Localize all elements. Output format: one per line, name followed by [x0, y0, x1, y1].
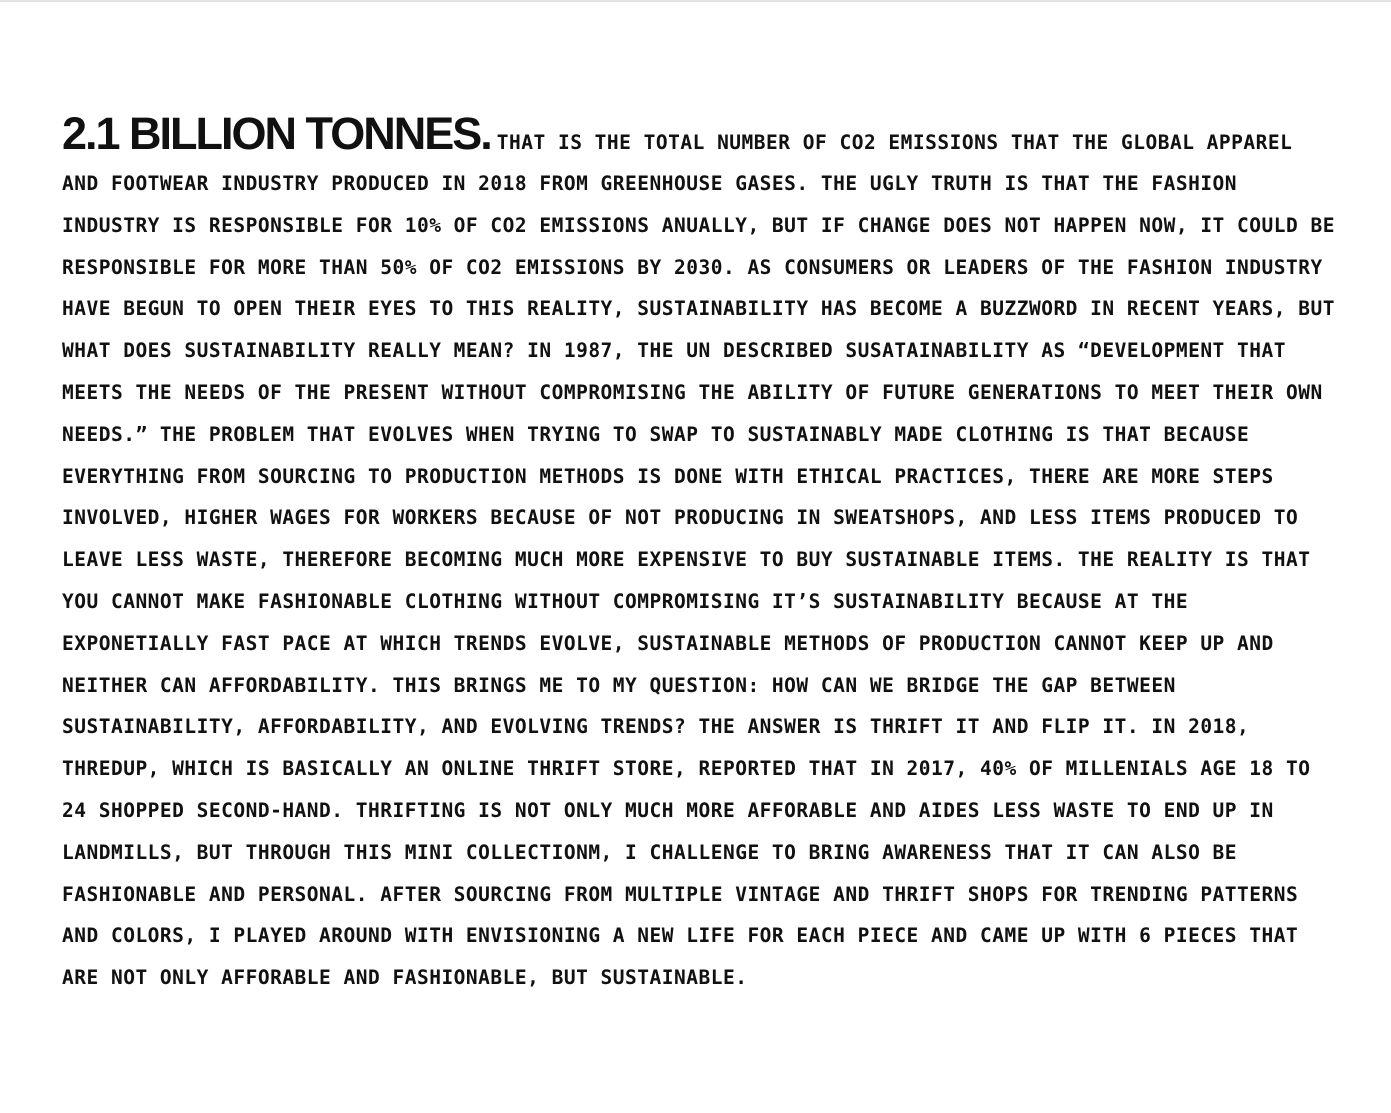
essay-line: INVOLVED, HIGHER WAGES FOR WORKERS BECAUSE OF NOT PRODUCING IN SWEATSHOPS, AND LESS ITEMS PRODUCED TO — [62, 506, 1299, 530]
essay-line: EVERYTHING FROM SOURCING TO PRODUCTION METHODS IS DONE WITH ETHICAL PRACTICES, THERE ARE MORE STEPS — [62, 464, 1274, 488]
essay-line: YOU CANNOT MAKE FASHIONABLE CLOTHING WITHOUT COMPROMISING IT’S SUSTAINABILITY BECAUSE AT THE — [62, 589, 1189, 613]
essay-lead-text: THAT IS THE TOTAL NUMBER OF CO2 EMISSIONS THAT THE GLOBAL APPAREL — [496, 131, 1293, 154]
essay-line: FASHIONABLE AND PERSONAL. AFTER SOURCING FROM MULTIPLE VINTAGE AND THRIFT SHOPS FOR TRENDING PATTERNS — [62, 882, 1299, 906]
essay-line: WHAT DOES SUSTAINABILITY REALLY MEAN? IN 1987, THE UN DESCRIBED SUSATAINABILITY AS “DEVELOPMENT THAT — [62, 339, 1286, 363]
essay-line: HAVE BEGUN TO OPEN THEIR EYES TO THIS REALITY, SUSTAINABILITY HAS BECOME A BUZZWORD IN RECENT YEARS, BUT — [62, 297, 1335, 321]
essay-paragraph — [62, 105, 1367, 999]
essay-line: THREDUP, WHICH IS BASICALLY AN ONLINE THRIFT STORE, REPORTED THAT IN 2017, 40% OF MILLENIALS AGE 18 TO — [62, 757, 1311, 781]
essay-line: AND FOOTWEAR INDUSTRY PRODUCED IN 2018 FROM GREENHOUSE GASES. THE UGLY TRUTH IS THAT THE FASHION — [62, 172, 1238, 195]
essay-line: INDUSTRY IS RESPONSIBLE FOR 10% OF CO2 EMISSIONS ANUALLY, BUT IF CHANGE DOES NOT HAPPEN NOW, IT COULD BE — [62, 213, 1335, 237]
essay-line-first — [62, 105, 1367, 163]
essay-line: NEITHER CAN AFFORDABILITY. THIS BRINGS ME TO MY QUESTION: HOW CAN WE BRIDGE THE GAP BETWEEN — [62, 673, 1176, 697]
essay-line: NEEDS.” THE PROBLEM THAT EVOLVES WHEN TRYING TO SWAP TO SUSTAINABLY MADE CLOTHING IS THAT BECAUSE — [62, 422, 1250, 446]
essay-line: AND COLORS, I PLAYED AROUND WITH ENVISIONING A NEW LIFE FOR EACH PIECE AND CAME UP WITH 6 PIECES THAT — [62, 924, 1299, 948]
essay-line: LEAVE LESS WASTE, THEREFORE BECOMING MUCH MORE EXPENSIVE TO BUY SUSTAINABLE ITEMS. THE REALITY IS THAT — [62, 548, 1311, 572]
essay-line: LANDMILLS, BUT THROUGH THIS MINI COLLECTIONM, I CHALLENGE TO BRING AWARENESS THAT IT CAN ALSO BE — [62, 840, 1238, 864]
essay-line: SUSTAINABILITY, AFFORDABILITY, AND EVOLVING TRENDS? THE ANSWER IS THRIFT IT AND FLIP IT. IN 2018, — [62, 715, 1250, 739]
essay-line: RESPONSIBLE FOR MORE THAN 50% OF CO2 EMISSIONS BY 2030. AS CONSUMERS OR LEADERS OF THE FASHION INDUSTRY — [62, 255, 1323, 279]
headline: 2.1 BILLION TONNES. — [62, 108, 491, 159]
essay-line: 24 SHOPPED SECOND-HAND. THRIFTING IS NOT ONLY MUCH MORE AFFORABLE AND AIDES LESS WASTE TO END UP IN — [62, 798, 1274, 822]
essay-line: EXPONETIALLY FAST PACE AT WHICH TRENDS EVOLVE, SUSTAINABLE METHODS OF PRODUCTION CANNOT KEEP UP AND — [62, 631, 1274, 655]
essay-line: MEETS THE NEEDS OF THE PRESENT WITHOUT COMPROMISING THE ABILITY OF FUTURE GENERATIONS TO MEET THEIR OWN — [62, 380, 1323, 404]
top-divider — [0, 0, 1391, 2]
essay-line: ARE NOT ONLY AFFORABLE AND FASHIONABLE, BUT SUSTAINABLE. — [62, 966, 748, 990]
